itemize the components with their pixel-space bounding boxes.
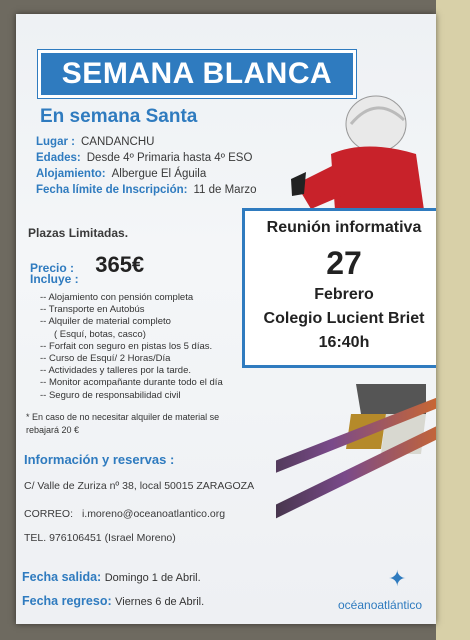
detail-label: Lugar : [36,136,75,148]
reunion-day: 27 [326,245,362,281]
nota-line-2: rebajará 20 € [26,425,80,435]
detail-value: 11 de Marzo [193,184,257,196]
list-item: -- Monitor acompañante durante todo el día [40,377,223,389]
plazas-limitadas: Plazas Limitadas. [28,226,129,240]
reunion-month: Febrero [314,286,374,303]
background-edge [436,0,470,640]
list-item: -- Alquiler de material completo [40,316,171,328]
list-item: -- Seguro de responsabilidad civil [40,389,181,401]
correo-label: CORREO: [24,508,74,520]
precio-value: 365€ [95,252,145,277]
detail-label: Edades: [36,152,81,164]
detail-value: Desde 4º Primaria hasta 4º ESO [86,152,253,164]
list-item: -- Curso de Esquí/ 2 Horas/Día [40,353,171,365]
precio-label: Precio : [30,261,75,275]
detail-value: CANDANCHU [80,136,155,148]
info-heading: Información y reservas : [24,452,175,467]
detail-alojamiento [36,168,206,180]
list-item: ( Esquí, botas, casco) [54,328,146,340]
detail-value: Albergue El Águila [111,168,207,180]
list-item: -- Actividades y talleres por la tarde. [40,365,192,377]
detail-edades [36,152,252,164]
correo-row [24,508,225,520]
salida-label: Fecha salida: [22,570,102,584]
incluye-list [40,292,223,402]
fecha-regreso [22,594,204,608]
page-title: SEMANA BLANCA [38,50,356,98]
address: C/ Valle de Zuriza nº 38, local 50015 ZARAGOZA [24,480,255,492]
regreso-label: Fecha regreso: [22,594,112,608]
telefono: TEL. 976106451 (Israel Moreno) [24,532,176,544]
reunion-box [242,208,436,368]
subtitle: En semana Santa [40,106,198,127]
list-item: -- Forfait con seguro en pistas los 5 días. [40,340,213,352]
reunion-place: Colegio Lucient Briet [263,310,425,327]
detail-label: Fecha límite de Inscripción: [36,184,188,196]
correo-link[interactable]: i.moreno@oceanoatlantico.org [81,508,226,520]
detail-lugar [36,136,154,148]
list-item: -- Alojamiento con pensión completa [40,292,194,303]
detail-label: Alojamiento: [36,168,106,180]
star-icon: ✦ [388,566,407,591]
list-item: -- Transporte en Autobús [40,304,145,316]
fecha-salida [22,570,201,584]
incluye-label: Incluye : [30,272,79,286]
regreso-value: Viernes 6 de Abril. [115,596,205,608]
reunion-heading: Reunión informativa [266,219,422,236]
nota-line-1: * En caso de no necesitar alquiler de material se [26,412,220,422]
reunion-time: 16:40h [318,334,370,351]
detail-fecha-limite [36,184,257,196]
poster [16,14,436,624]
brand-logo: océanoatlántico [338,598,423,612]
salida-value: Domingo 1 de Abril. [104,572,201,584]
